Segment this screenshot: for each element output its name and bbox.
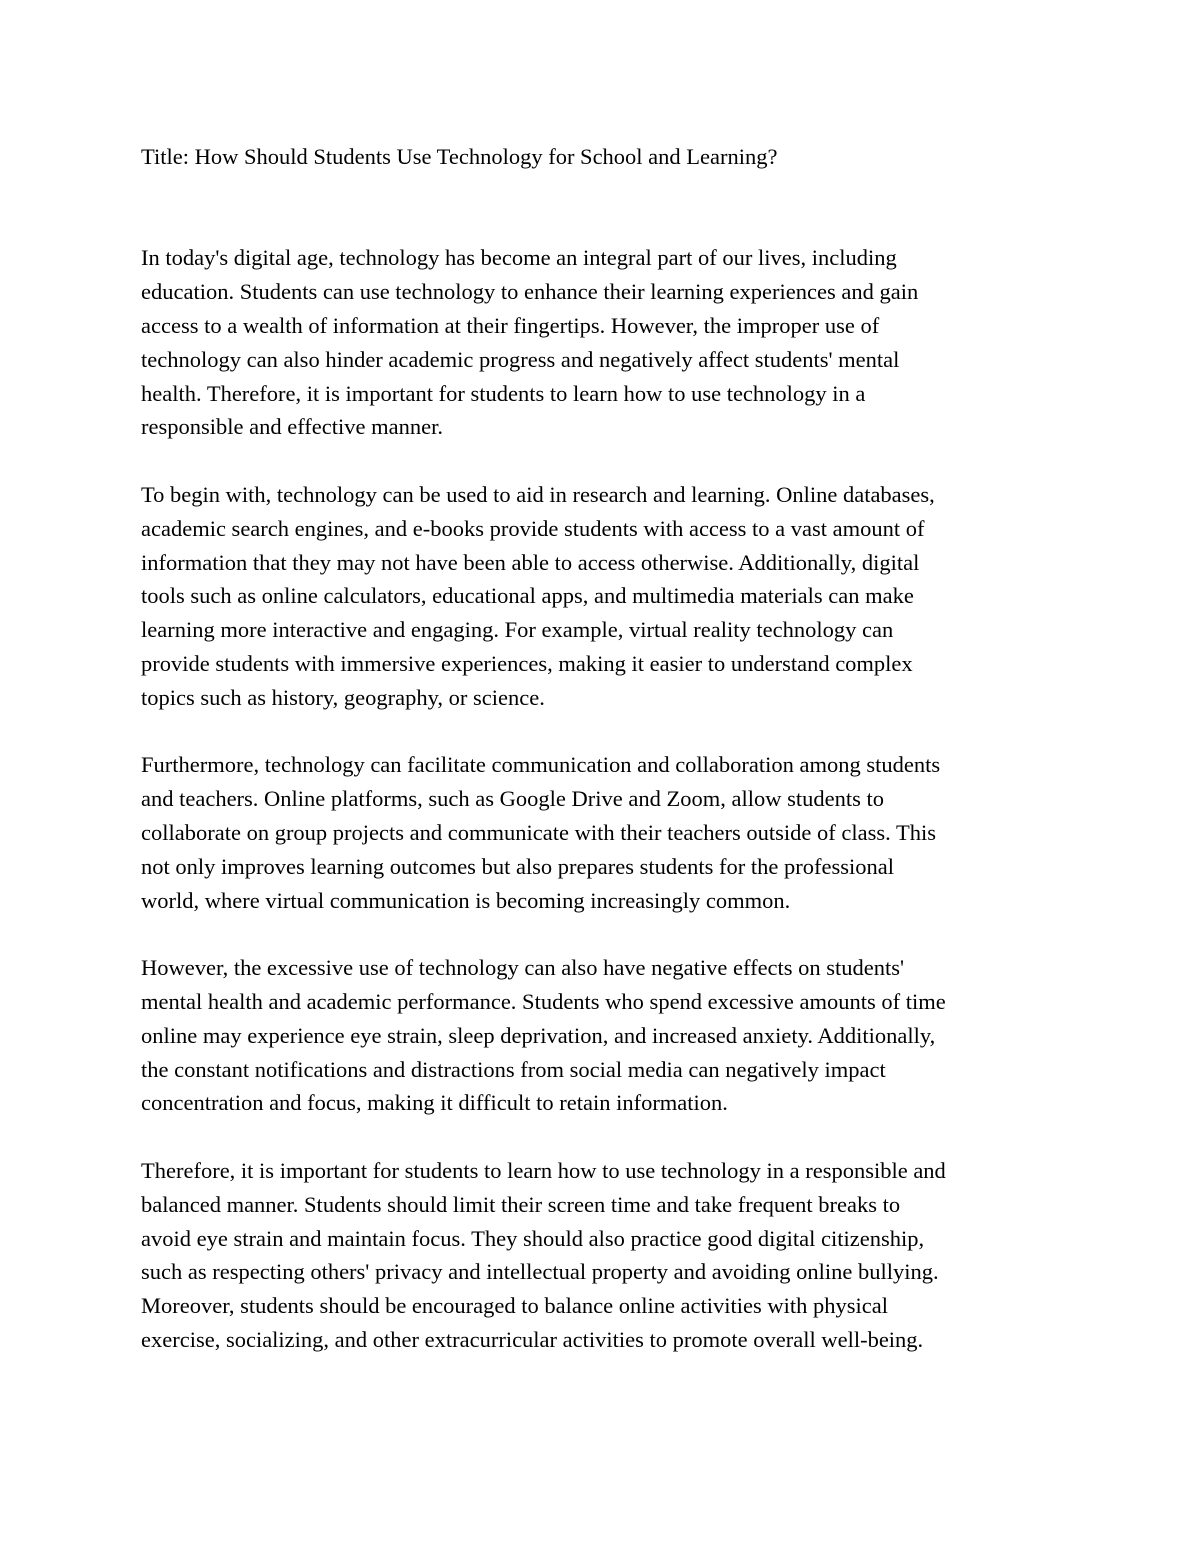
text-line: balanced manner. Students should limit their screen time and take frequent breaks to [141,1191,901,1217]
paragraph-research [141,478,1071,715]
text-line: not only improves learning outcomes but also prepares students for the professional [141,853,894,879]
text-line: concentration and focus, making it difficult to retain information. [141,1090,728,1116]
text-line: learning more interactive and engaging. For example, virtual reality technology can [141,617,894,643]
text-line: Furthermore, technology can facilitate communication and collaboration among students [141,752,941,778]
text-line: responsible and effective manner. [141,414,443,440]
text-line: Moreover, students should be encouraged to balance online activities with physical [141,1293,889,1319]
text-line: tools such as online calculators, educational apps, and multimedia materials can make [141,583,914,609]
text-line: In today's digital age, technology has become an integral part of our lives, including [141,245,897,271]
text-line: world, where virtual communication is becoming increasingly common. [141,887,791,913]
text-line: However, the excessive use of technology can also have negative effects on students' [141,955,905,981]
document-body [141,140,1071,1357]
paragraph-negative-effects [141,951,1071,1120]
text-line: To begin with, technology can be used to aid in research and learning. Online databases, [141,481,935,507]
text-line: topics such as history, geography, or science. [141,684,545,710]
paragraph-conclusion [141,1154,1071,1357]
text-line: such as respecting others' privacy and intellectual property and avoiding online bullying. [141,1259,939,1285]
text-line: online may experience eye strain, sleep deprivation, and increased anxiety. Additionally, [141,1022,936,1048]
text-line: mental health and academic performance. Students who spend excessive amounts of time [141,988,946,1014]
text-line: the constant notifications and distractions from social media can negatively impact [141,1056,886,1082]
text-line: academic search engines, and e-books provide students with access to a vast amount of [141,515,925,541]
text-line: access to a wealth of information at their fingertips. However, the improper use of [141,312,880,338]
text-line: technology can also hinder academic progress and negatively affect students' mental [141,346,900,372]
text-line: collaborate on group projects and communicate with their teachers outside of class. This [141,819,936,845]
text-line: health. Therefore, it is important for students to learn how to use technology in a [141,380,866,406]
text-line: exercise, socializing, and other extracurricular activities to promote overall well-being. [141,1326,924,1352]
paragraph-communication [141,748,1071,917]
text-line: and teachers. Online platforms, such as Google Drive and Zoom, allow students to [141,786,884,812]
text-line: education. Students can use technology to enhance their learning experiences and gain [141,279,919,305]
text-line: avoid eye strain and maintain focus. They should also practice good digital citizenship, [141,1225,925,1251]
text-line: information that they may not have been able to access otherwise. Additionally, digital [141,549,920,575]
text-line: provide students with immersive experiences, making it easier to understand complex [141,650,913,676]
title-spacer [141,174,1071,242]
document-title: Title: How Should Students Use Technology for School and Learning? [141,144,778,169]
text-line: Therefore, it is important for students to learn how to use technology in a responsible and [141,1157,946,1183]
paragraph-intro [141,241,1071,444]
